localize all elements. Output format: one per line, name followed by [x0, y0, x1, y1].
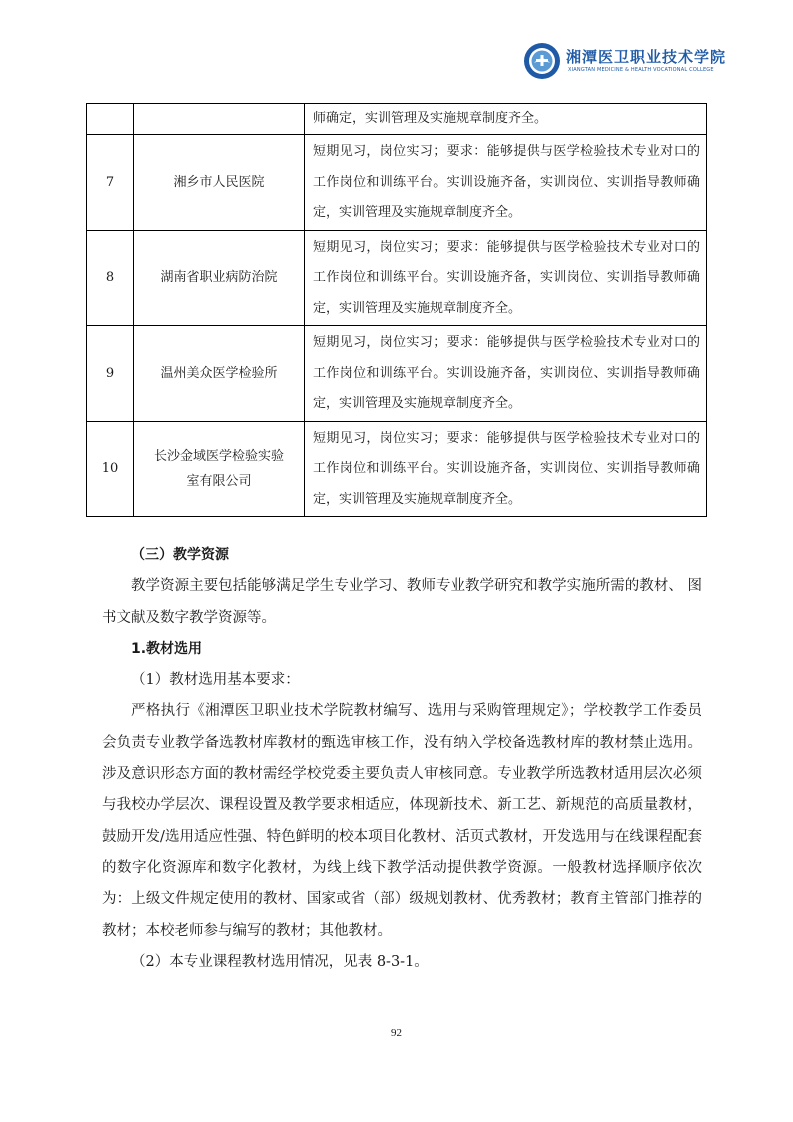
table-row-continued: [87, 104, 707, 135]
college-name-cn: 湘潭医卫职业技术学院: [566, 48, 727, 66]
cell-site-name: 湖南省职业病防治院: [134, 230, 305, 326]
cell-number: 8: [87, 230, 134, 326]
table-row: [87, 421, 707, 517]
cell-number: 9: [87, 326, 134, 422]
cell-description: 短期见习，岗位实习；要求：能够提供与医学检验技术专业对口的工作岗位和训练平台。实训设施齐备，实训岗位、实训指导教师确定，实训管理及实施规章制度齐全。: [305, 326, 707, 422]
table-row: [87, 326, 707, 422]
item-1-title: （1）教材选用基本要求：: [131, 672, 300, 689]
college-seal-icon: [523, 42, 561, 80]
cell-site-name: 温州美众医学检验所: [134, 326, 305, 422]
cell-number: [87, 104, 134, 135]
cell-description: 短期见习，岗位实习；要求：能够提供与医学检验技术专业对口的工作岗位和训练平台。实训设施齐备，实训岗位、实训指导教师确定，实训管理及实施规章制度齐全。: [305, 135, 707, 231]
cell-site-name: 长沙金域医学检验实验室有限公司: [134, 421, 305, 517]
item-1-paragraph: 严格执行《湘潭医卫职业技术学院教材编写、选用与采购管理规定》；学校教学工作委员会负责专业教学备选教材库教材的甄选审核工作，没有纳入学校备选教材库的教材禁止选用。涉及意识形态方面的教材需经学校党委主要负责人审核同意。专业教学所选教材适用层次必须与我校办学层次、课程设置及教学要求相适应，体现新技术、新工艺、新规范的高质量教材，鼓励开发/选用适应性强、特色鲜明的校本项目化教材、活页式教材，开发选用与在线课程配套的数字化资源库和数字化教材，为线上线下教学活动提供教学资源。一般教材选择顺序依次为：上级文件规定使用的教材、国家或省（部）级规划教材、优秀教材；教育主管部门推荐的教材；本校老师参与编写的教材；其他教材。: [102, 703, 702, 939]
item-2-paragraph: （2）本专业课程教材选用情况，见表 8-3-1。: [131, 953, 429, 970]
cell-description: 短期见习，岗位实习；要求：能够提供与医学检验技术专业对口的工作岗位和训练平台。实训设施齐备，实训岗位、实训指导教师确定，实训管理及实施规章制度齐全。: [305, 421, 707, 517]
table-row: [87, 230, 707, 326]
subsection-title: 1.教材选用: [131, 640, 203, 657]
intro-paragraph: 教学资源主要包括能够满足学生专业学习、教师专业教学研究和教学实施所需的教材、 图书文献及数字教学资源等。: [102, 578, 702, 626]
cell-description: 短期见习，岗位实习；要求：能够提供与医学检验技术专业对口的工作岗位和训练平台。实训设施齐备，实训岗位、实训指导教师确定，实训管理及实施规章制度齐全。: [305, 230, 707, 326]
page-number: 92: [391, 1027, 402, 1039]
table-row: [87, 135, 707, 231]
cell-number: 10: [87, 421, 134, 517]
cell-site-name: 湘乡市人民医院: [134, 135, 305, 231]
cell-number: 7: [87, 135, 134, 231]
college-name-en: XIANGTAN MEDICINE & HEALTH VOCATIONAL COLLEGE: [568, 67, 714, 73]
section-title: （三）教学资源: [131, 547, 229, 563]
cell-site-name: [134, 104, 305, 135]
cell-description: 师确定，实训管理及实施规章制度齐全。: [305, 104, 707, 135]
body-text: [102, 540, 702, 978]
practice-sites-table: [86, 103, 707, 517]
college-logo: [523, 42, 727, 84]
